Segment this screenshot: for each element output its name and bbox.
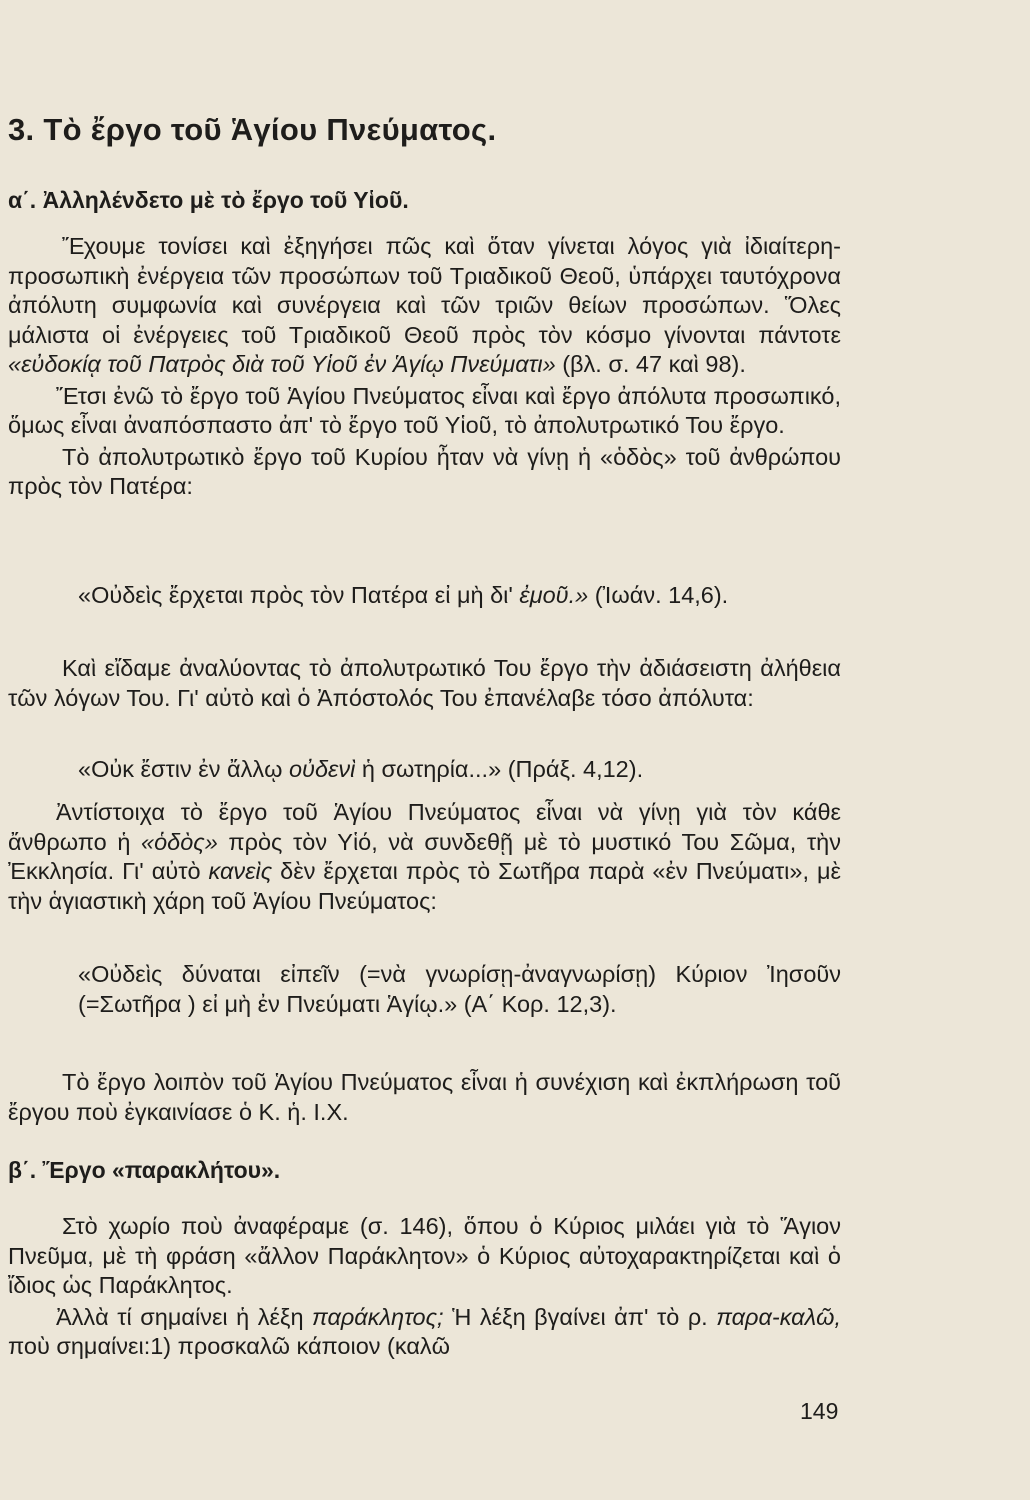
quote-1: «Οὐδεὶς ἔρχεται πρὸς τὸν Πατέρα εἰ μὴ δι' ἐμοῦ.» (Ἰωάν. 14,6). — [78, 582, 729, 608]
body-text-block-1 — [8, 232, 841, 502]
paragraph-8: Ἀλλὰ τί σημαίνει ἡ λέξη παράκλητος; Ἡ λέξη βγαίνει ἀπ' τὸ ρ. παρα-καλῶ, ποὺ σημαίνει:1) προσκαλῶ κάποιον (καλῶ — [8, 1303, 841, 1359]
paragraph-5: Ἀντίστοιχα τὸ ἔργο τοῦ Ἁγίου Πνεύματος εἶναι νὰ γίνῃ γιὰ τὸν κάθε ἄνθρωπο ἡ «ὁδὸς» πρὸς τὸν Υἱό, νὰ συνδεθῇ μὲ τὸ μυστικό Του Σῶμα, τὴν Ἐκκλησία. Γι' αὐτὸ κανεὶς δὲν ἔρχεται πρὸς τὸ Σωτῆρα παρὰ «ἐν Πνεύματι», μὲ τὴν ἁγιαστικὴ χάρη τοῦ Ἁγίου Πνεύματος: — [8, 799, 841, 914]
section-heading: 3. Τὸ ἔργο τοῦ Ἁγίου Πνεύματος. — [8, 112, 497, 147]
subsection-heading-b: β΄. Ἔργο «παρακλήτου». — [8, 1157, 281, 1183]
paragraph-7: Στὸ χωρίο ποὺ ἀναφέραμε (σ. 146), ὅπου ὁ Κύριος μιλάει γιὰ τὸ Ἅγιον Πνεῦμα, μὲ τὴ φράση «ἄλλον Παράκλητον» ὁ Κύριος αὐτοχαρακτηρίζεται καὶ ὁ ἴδιος ὡς Παράκλητος. — [8, 1213, 841, 1298]
paragraph-2: Ἔτσι ἐνῶ τὸ ἔργο τοῦ Ἁγίου Πνεύματος εἶναι καὶ ἔργο ἀπόλυτα προσωπικό, ὅμως εἶναι ἀναπόσπαστο ἀπ' τὸ ἔργο τοῦ Υἱοῦ, τὸ ἀπολυτρωτικό Του ἔργο. — [8, 382, 841, 438]
paragraph-1: Ἔχουμε τονίσει καὶ ἐξηγήσει πῶς καὶ ὅταν γίνεται λόγος γιὰ ἰδιαίτερη-προσωπικὴ ἐνέργεια τῶν προσώπων τοῦ Τριαδικοῦ Θεοῦ, ὑπάρχει ταυτόχρονα ἀπόλυτη συμφωνία καὶ συνέργεια καὶ τῶν τριῶν θείων προσώπων. Ὅλες μάλιστα οἱ ἐνέργειες τοῦ Τριαδικοῦ Θεοῦ πρὸς τὸν κόσμο γίνονται πάντοτε «εὐδοκίᾳ τοῦ Πατρὸς διὰ τοῦ Υἱοῦ ἐν Ἁγίῳ Πνεύματι» (βλ. σ. 47 καὶ 98). — [8, 233, 841, 377]
body-text-block-2 — [8, 1212, 841, 1362]
page-number: 149 — [800, 1398, 839, 1424]
subsection-heading-a: α΄. Ἀλληλένδετο μὲ τὸ ἔργο τοῦ Υἱοῦ. — [8, 187, 409, 213]
quote-2: «Οὐκ ἔστιν ἐν ἄλλῳ οὐδενὶ ἡ σωτηρία...» (Πράξ. 4,12). — [78, 756, 644, 782]
paragraph-3: Τὸ ἀπολυτρωτικὸ ἔργο τοῦ Κυρίου ἦταν νὰ γίνῃ ἡ «ὁδὸς» τοῦ ἀνθρώπου πρὸς τὸν Πατέρα: — [8, 443, 841, 499]
quote-3: «Οὐδεὶς δύναται εἰπεῖν (=νὰ γνωρίσῃ-ἀναγνωρίσῃ) Κύριον Ἰησοῦν (=Σωτῆρα ) εἰ μὴ ἐν Πνεύματι Ἁγίῳ.» (Α΄ Κορ. 12,3). — [78, 961, 841, 1017]
paragraph-6: Τὸ ἔργο λοιπὸν τοῦ Ἁγίου Πνεύματος εἶναι ἡ συνέχιση καὶ ἐκπλήρωση τοῦ ἔργου ποὺ ἐγκαινίασε ὁ Κ. ἡ. Ι.Χ. — [8, 1069, 841, 1125]
paragraph-4: Καὶ εἴδαμε ἀναλύοντας τὸ ἀπολυτρωτικό Του ἔργο τὴν ἀδιάσειστη ἀλήθεια τῶν λόγων Του. Γι' αὐτὸ καὶ ὁ Ἀπόστολός Του ἐπανέλαβε τόσο ἀπόλυτα: — [8, 655, 841, 711]
